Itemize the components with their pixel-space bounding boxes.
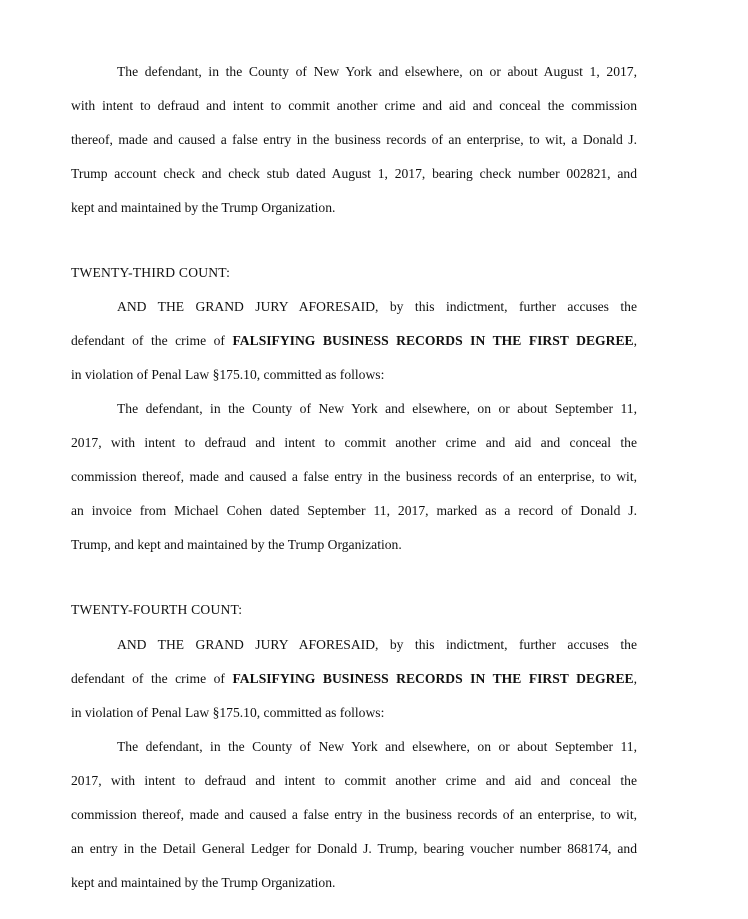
count-body-line: Trump, and kept and maintained by the Trump Organization. — [71, 537, 402, 552]
count-heading: TWENTY-FOURTH COUNT: — [71, 602, 243, 617]
crime-prefix: defendant of the crime of — [71, 671, 233, 686]
crime-suffix: , — [633, 671, 637, 686]
count-body-line: an invoice from Michael Cohen dated September 11, 2017, marked as a record of Donald J. — [71, 503, 637, 518]
count-crime-line — [71, 670, 637, 688]
paragraph-line: kept and maintained by the Trump Organization. — [71, 200, 336, 215]
count-body-line: The defendant, in the County of New York and elsewhere, on or about September 11, — [117, 739, 637, 754]
crime-suffix: , — [633, 333, 637, 348]
crime-name: FALSIFYING BUSINESS RECORDS IN THE FIRST DEGREE — [232, 333, 634, 348]
count-body-line: The defendant, in the County of New York and elsewhere, on or about September 11, — [117, 401, 637, 416]
count-body-line: an entry in the Detail General Ledger for Donald J. Trump, bearing voucher number 868174, and — [71, 841, 637, 856]
paragraph-line: with intent to defraud and intent to commit another crime and aid and conceal the commission — [71, 98, 637, 113]
crime-name: FALSIFYING BUSINESS RECORDS IN THE FIRST DEGREE — [232, 671, 634, 686]
paragraph-line: thereof, made and caused a false entry in the business records of an enterprise, to wit, a Donald J. — [71, 132, 637, 147]
count-heading: TWENTY-THIRD COUNT: — [71, 265, 231, 280]
paragraph-line: Trump account check and check stub dated August 1, 2017, bearing check number 002821, and — [71, 166, 637, 181]
count-body-line: kept and maintained by the Trump Organization. — [71, 875, 336, 890]
count-intro-line: in violation of Penal Law §175.10, committed as follows: — [71, 367, 385, 382]
paragraph-line: The defendant, in the County of New York and elsewhere, on or about August 1, 2017, — [117, 64, 637, 79]
count-body-line: 2017, with intent to defraud and intent to commit another crime and aid and conceal the — [71, 435, 637, 450]
count-crime-line — [71, 332, 637, 350]
count-body-line: commission thereof, made and caused a false entry in the business records of an enterprise, to wit, — [71, 807, 637, 822]
count-body-line: commission thereof, made and caused a false entry in the business records of an enterprise, to wit, — [71, 469, 637, 484]
count-intro-line: AND THE GRAND JURY AFORESAID, by this indictment, further accuses the — [117, 299, 637, 314]
count-intro-line: AND THE GRAND JURY AFORESAID, by this indictment, further accuses the — [117, 637, 637, 652]
count-intro-line: in violation of Penal Law §175.10, committed as follows: — [71, 705, 385, 720]
crime-prefix: defendant of the crime of — [71, 333, 233, 348]
count-body-line: 2017, with intent to defraud and intent to commit another crime and aid and conceal the — [71, 773, 637, 788]
